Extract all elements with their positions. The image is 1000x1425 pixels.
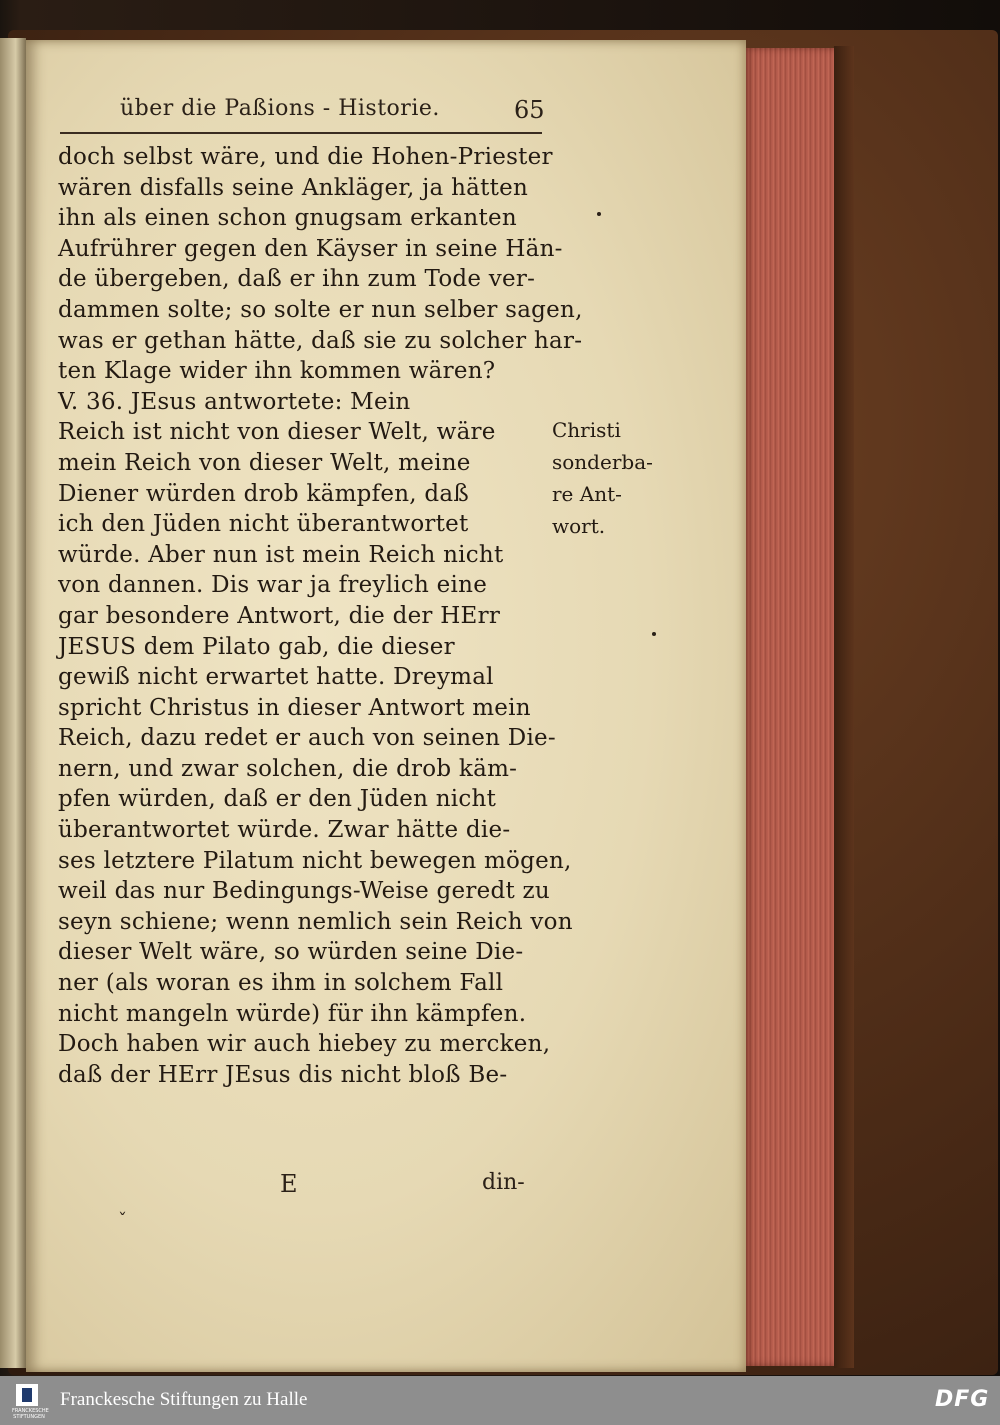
red-page-edges [742, 48, 834, 1366]
margin-note-line: wort. [552, 514, 606, 538]
text-line: überantwortet würde. Zwar hätte die- [58, 817, 511, 844]
left-page-edge [0, 38, 26, 1368]
running-head-title: über die Paßions - Historie. [120, 96, 440, 121]
running-head [120, 96, 550, 130]
text-line: Reich, dazu redet er auch von seinen Die- [58, 725, 556, 752]
text-line: Reich ist nicht von dieser Welt, wäre [58, 419, 496, 446]
text-line: ses letztere Pilatum nicht bewegen mögen, [58, 847, 572, 874]
text-line: gar besondere Antwort, die der HErr [58, 602, 501, 629]
text-line: Aufrührer gegen den Käyser in seine Hän- [58, 235, 563, 262]
text-line: dammen solte; so solte er nun selber sagen, [58, 296, 583, 323]
header-rule [60, 132, 542, 134]
text-line: was er gethan hätte, daß sie zu solcher har- [58, 327, 583, 354]
text-line: Diener würden drob kämpfen, daß [58, 480, 469, 507]
footer-bar [0, 1376, 1000, 1425]
ink-speck [652, 632, 656, 636]
text-line: V. 36. JEsus antwortete: Mein [58, 388, 411, 415]
dfg-logo[interactable]: DFG [935, 1387, 990, 1412]
text-line: ihn als einen schon gnugsam erkanten [58, 205, 517, 232]
text-line: würde. Aber nun ist mein Reich nicht [58, 541, 504, 568]
text-line: pfen würden, daß er den Jüden nicht [58, 786, 497, 813]
cover-edge-shadow [834, 46, 854, 1368]
margin-note-line: sonderba- [552, 450, 653, 474]
text-line: JESUS dem Pilato gab, die dieser [58, 633, 455, 660]
francke-logo[interactable] [12, 1382, 49, 1420]
text-line: ich den Jüden nicht überantwortet [58, 511, 469, 538]
text-line: doch selbst wäre, und die Hohen-Priester [58, 144, 553, 170]
margin-note [552, 414, 662, 542]
logo-text-line: FRANCKESCHE [12, 1408, 49, 1414]
logo-building-icon [22, 1388, 32, 1402]
text-line: von dannen. Dis war ja freylich eine [58, 572, 488, 599]
signature-mark: E [280, 1170, 298, 1198]
margin-note-line: Christi [552, 418, 621, 442]
page-number: 65 [514, 96, 545, 124]
text-line: dieser Welt wäre, so würden seine Die- [58, 939, 524, 966]
text-line: spricht Christus in dieser Antwort mein [58, 694, 531, 721]
text-line: Doch haben wir auch hiebey zu mercken, [58, 1031, 551, 1058]
text-line: de übergeben, daß er ihn zum Tode ver- [58, 266, 536, 293]
text-line: seyn schiene; wenn nemlich sein Reich von [58, 908, 573, 935]
logo-text-line: STIFTUNGEN [13, 1414, 45, 1420]
text-line: mein Reich von dieser Welt, meine [58, 449, 471, 476]
catchword: din- [482, 1170, 525, 1195]
institution-name: Franckesche Stiftungen zu Halle [60, 1389, 308, 1410]
body-text [58, 142, 583, 1090]
text-line: weil das nur Bedingungs-Weise geredt zu [58, 878, 550, 905]
text-line: wären disfalls seine Ankläger, ja hätten [58, 174, 529, 201]
ink-speck [597, 212, 601, 216]
margin-note-line: re Ant- [552, 482, 622, 506]
bottom-mark: ˇ [118, 1210, 127, 1231]
logo-text [12, 1408, 49, 1420]
text-line: ner (als woran es ihm in solchem Fall [58, 970, 504, 997]
text-line: ten Klage wider ihn kommen wären? [58, 358, 496, 385]
text-line: gewiß nicht erwartet hatte. Dreymal [58, 664, 494, 691]
text-line: nern, und zwar solchen, die drob käm- [58, 755, 518, 782]
text-line: daß der HErr JEsus dis nicht bloß Be- [58, 1061, 508, 1088]
text-line: nicht mangeln würde) für ihn kämpfen. [58, 1000, 527, 1027]
